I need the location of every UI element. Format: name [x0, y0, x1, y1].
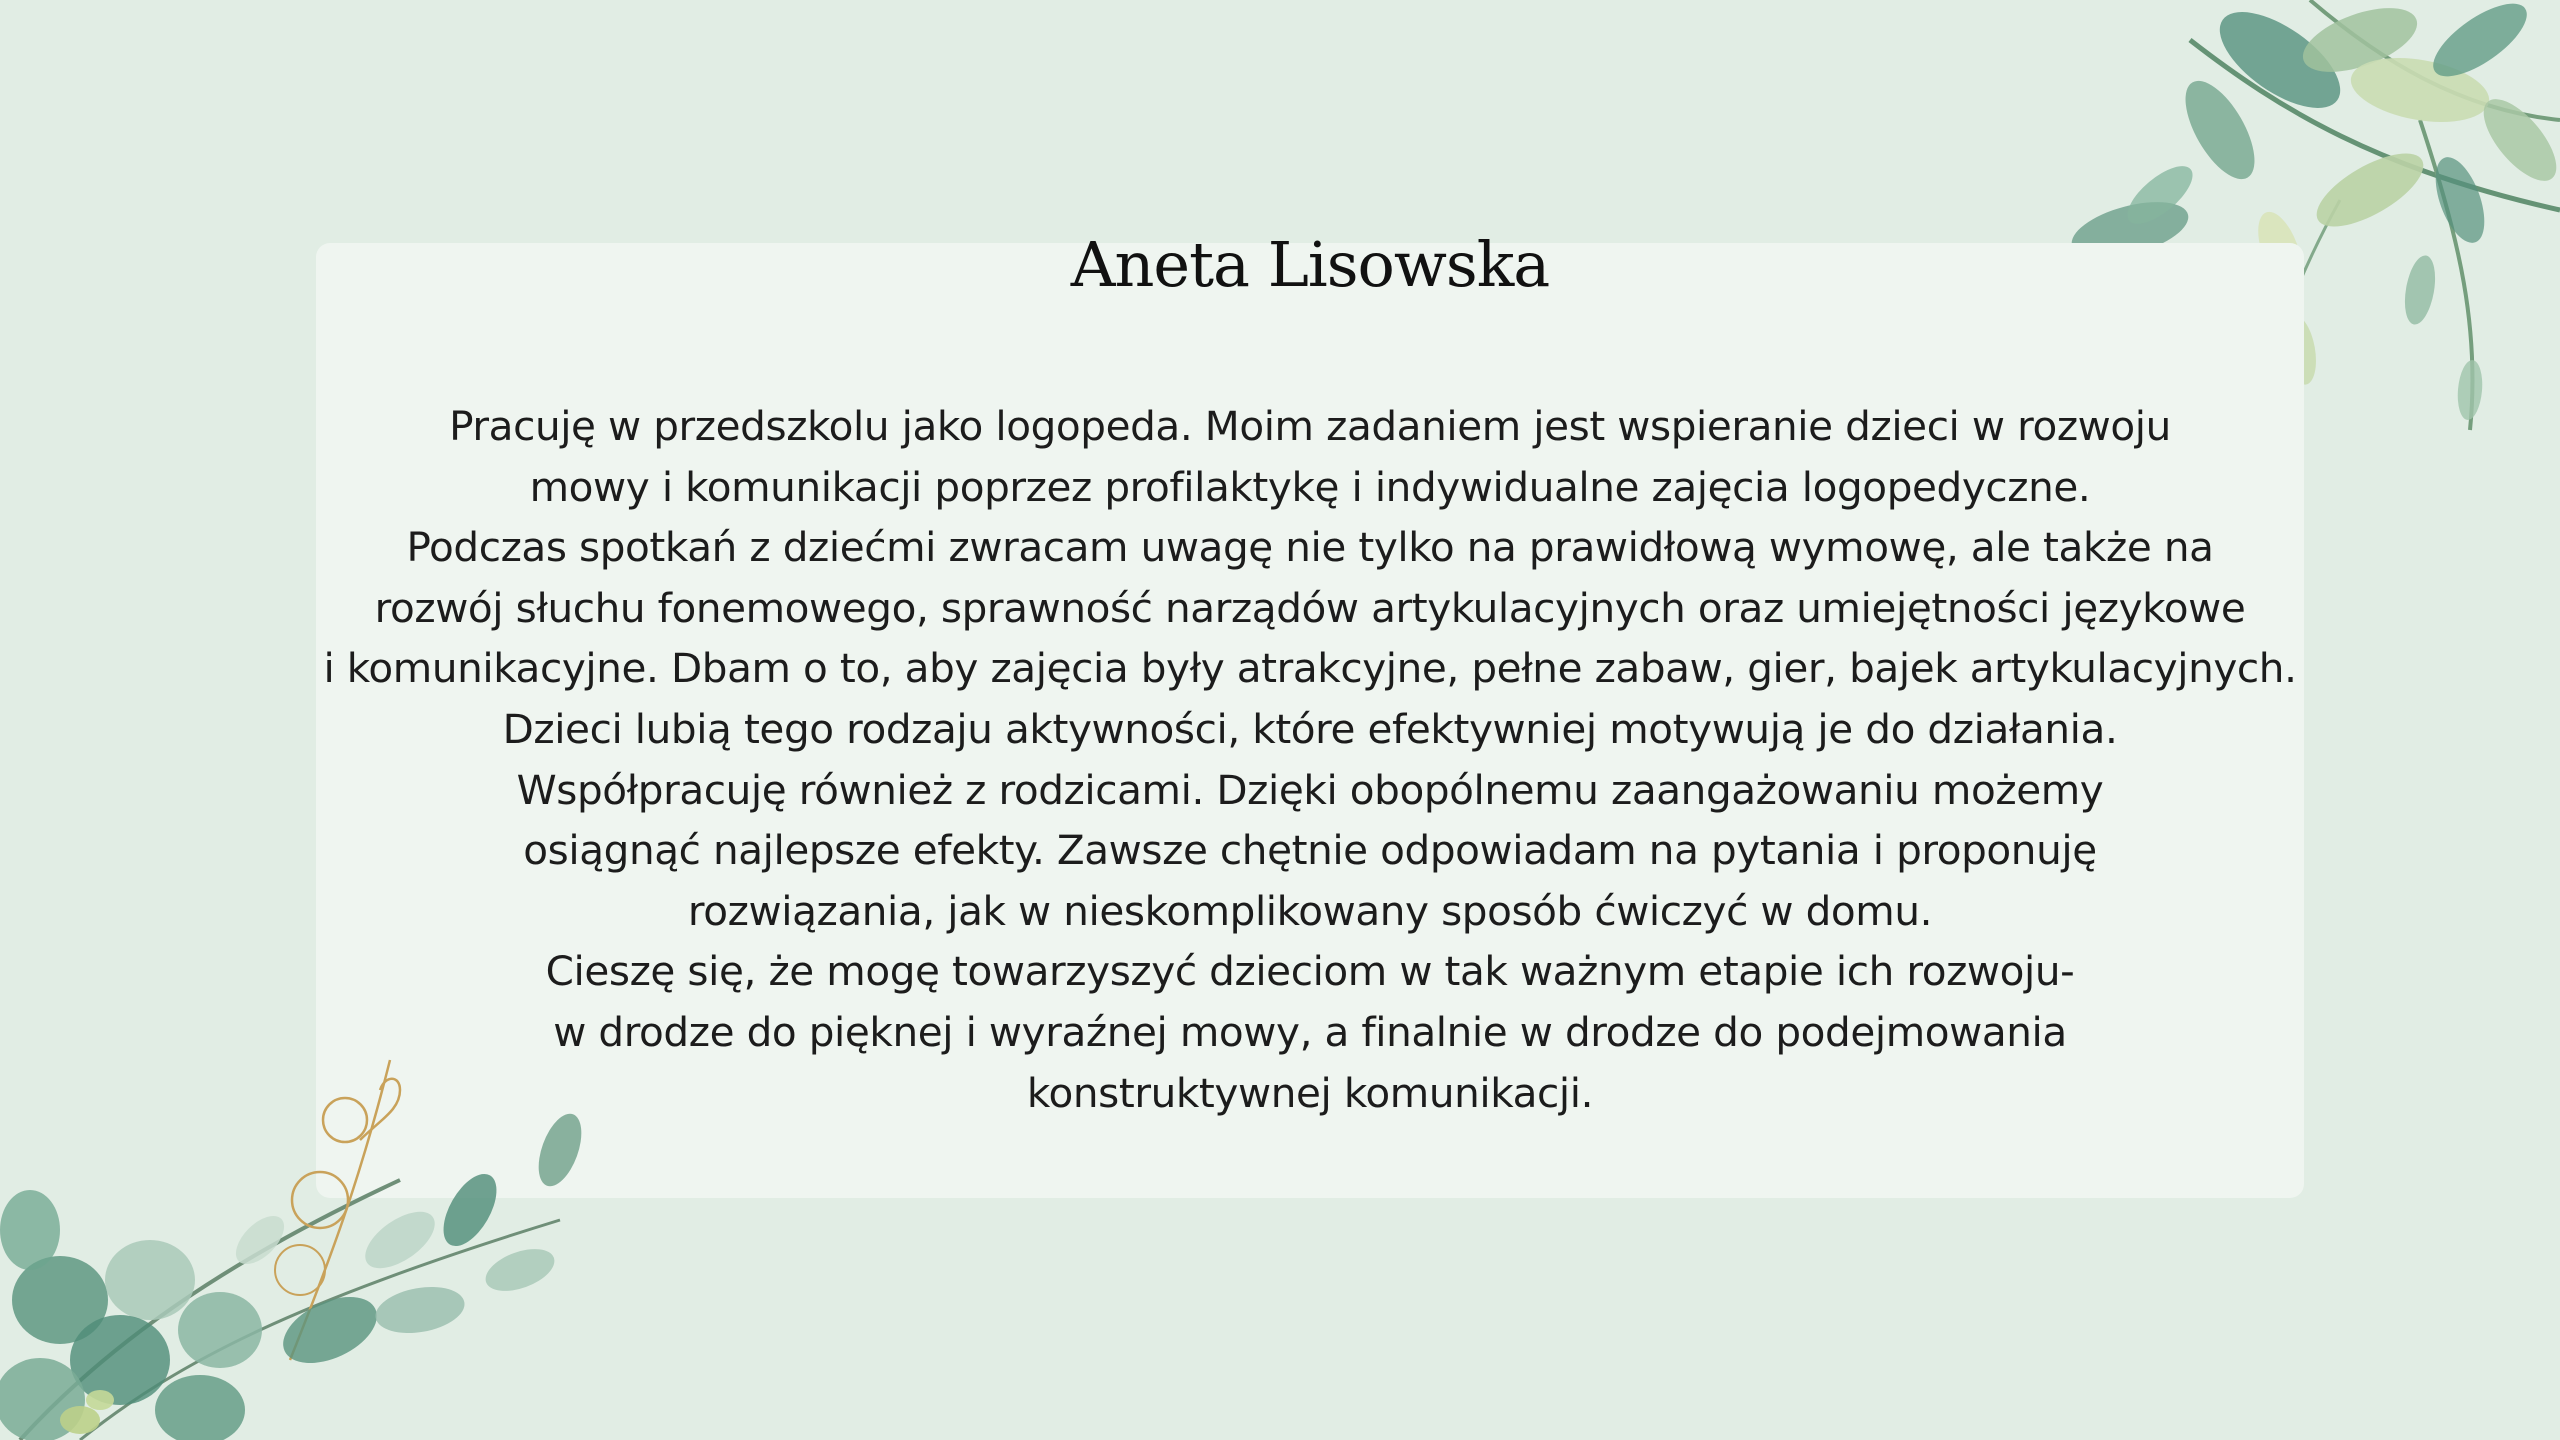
text-line: Dzieci lubią tego rodzaju aktywności, które efektywniej motywują je do działania. — [502, 704, 2118, 753]
bio-paragraph — [316, 396, 2304, 1123]
text-line: rozwiązania, jak w nieskomplikowany sposób ćwiczyć w domu. — [687, 886, 1933, 935]
text-line: Podczas spotkań z dziećmi zwracam uwagę nie tylko na prawidłową wymowę, ale także na — [406, 523, 2214, 572]
text-line: w drodze do pięknej i wyraźnej mowy, a finalnie w drodze do podejmowania — [553, 1007, 2067, 1056]
page-title: Aneta Lisowska — [1070, 228, 1550, 301]
text-line: mowy i komunikacji poprzez profilaktykę i indywidualne zajęcia logopedyczne. — [529, 462, 2091, 511]
text-line: Cieszę się, że mogę towarzyszyć dzieciom w tak ważnym etapie ich rozwoju- — [545, 947, 2075, 996]
text-line: rozwój słuchu fonemowego, sprawność narządów artykulacyjnych oraz umiejętności językowe — [374, 583, 2246, 632]
text-line: konstruktywnej komunikacji. — [1026, 1068, 1594, 1117]
text-line: i komunikacyjne. Dbam o to, aby zajęcia były atrakcyjne, pełne zabaw, gier, bajek artykulacyjnych. — [323, 644, 2297, 693]
text-line: Współpracuję również z rodzicami. Dzięki obopólnemu zaangażowaniu możemy — [516, 765, 2104, 814]
text-line: Pracuję w przedszkolu jako logopeda. Moim zadaniem jest wspieranie dzieci w rozwoju — [449, 402, 2171, 450]
text-line: osiągnąć najlepsze efekty. Zawsze chętnie odpowiadam na pytania i proponuję — [523, 826, 2097, 875]
